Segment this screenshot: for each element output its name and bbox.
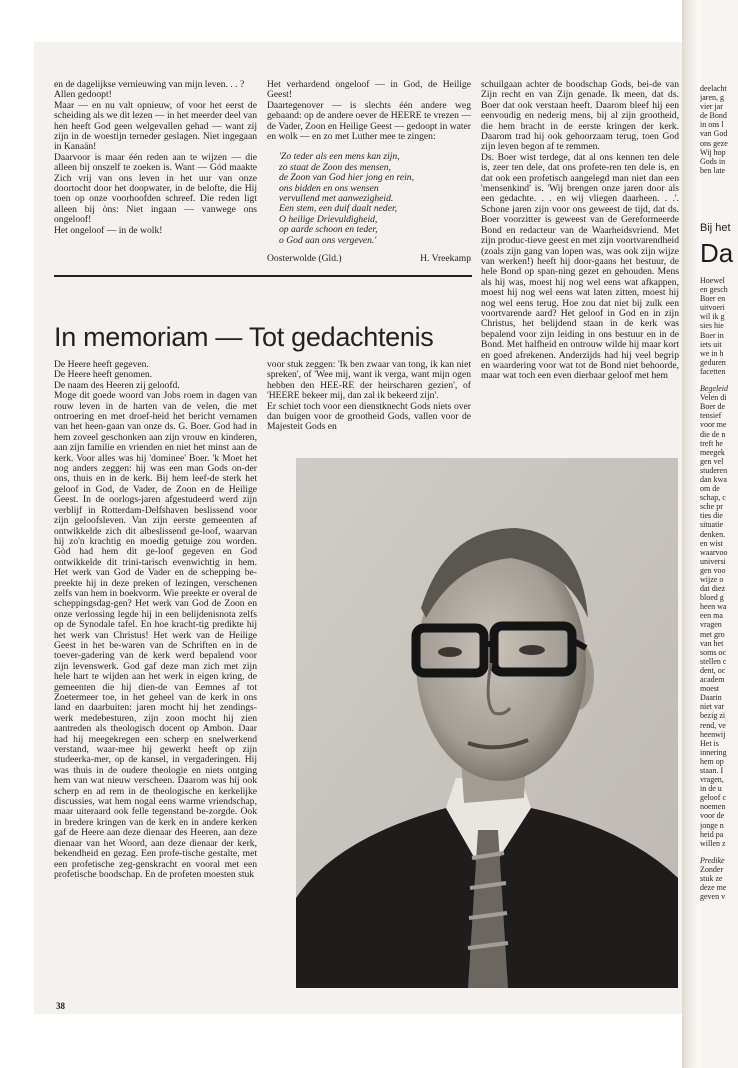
text-line: ons geze — [700, 138, 728, 148]
text-line: situatie — [700, 520, 724, 530]
text-line: in de u — [700, 784, 722, 794]
text-line: vragen, — [700, 775, 724, 785]
text-line: niet var — [700, 702, 725, 712]
text-line: jaren, g — [700, 93, 724, 103]
next-page-body — [700, 276, 728, 901]
text-line: Hoewel — [700, 276, 725, 285]
text-line: studeren — [700, 465, 728, 475]
text-line: met gro — [700, 629, 725, 639]
paragraph: voor stuk zeggen: 'Ik ben zwaar van tong, ik kan niet spreken', of 'Wee mij, want ik verga, want mijn ogen hebben den HEE-RE der heirscharen gezien', of 'HEERE bekeer mij, dan zal ik bekeerd zijn'. — [267, 359, 471, 402]
paragraph: Allen gedoopt! — [54, 89, 112, 101]
text-line: treft he — [700, 438, 723, 448]
text-line: uitvoeri — [700, 303, 725, 313]
text-line: van het — [700, 638, 724, 648]
text-line: hem op — [700, 756, 724, 766]
text-line: en wist — [700, 538, 723, 548]
text-line: geloof c — [700, 793, 726, 803]
text-line: sche pr — [700, 502, 723, 512]
paragraph: en de dagelijkse vernieuwing van mijn leven. . . ? — [54, 79, 245, 90]
poem-line: op aarde schoon en teder, — [279, 224, 378, 236]
text-line: heid pa — [700, 829, 724, 839]
section-rule — [54, 275, 472, 277]
portrait-photo — [296, 458, 678, 988]
text-line: staan. I — [700, 765, 724, 775]
text-line: facetten — [700, 366, 726, 376]
poem-line: ons bidden en ons wensen — [279, 182, 379, 194]
next-page-kicker: Bij het — [700, 222, 731, 234]
text-line: schap, c — [700, 493, 726, 503]
text-line: academ — [700, 675, 725, 685]
subheading: Predike — [700, 855, 725, 865]
text-line: meegek — [700, 447, 725, 457]
text-line: om de — [700, 484, 720, 494]
signature-place: Oosterwolde (Gld.) — [267, 253, 342, 265]
text-line: van God — [700, 129, 728, 139]
text-line: Velen di — [700, 393, 727, 403]
text-line: bezig zi — [700, 711, 726, 721]
text-line: wijze o — [700, 575, 724, 584]
text-line: geduren — [700, 357, 726, 367]
column-1-top — [54, 80, 257, 236]
text-line: wil ik g — [700, 312, 725, 322]
text-line: Het is — [700, 738, 719, 748]
text-line: dan kwa — [700, 474, 727, 484]
text-line: de Bond — [700, 111, 727, 121]
text-line: rend, ve — [700, 720, 726, 730]
text-line: moest — [700, 684, 720, 694]
paragraph: Moge dit goede woord van Jobs roem in dagen van rouw leven in de harten van de velen, die met ontroering en met droef-heid het bericht vernamen van het heen-gaan van onze ds. G. Boer. God had in hem zoveel geschonken aan zijn vrouw en kinderen, aan zijn familie en vrienden en niet het minst aan de kerk. Voor alles was hij 'dominee' Boer. 'k Moet het nog anders zeggen: hij was een man Gods on-der ons, thuis en in de kerk. Bij hem leef-de sterk het geloof in God, de Vader, de Zoon en de Heilige Geest. In de oorlogs-jaren afgestudeerd werd zijn verblijf in Rotterdam-Delfshaven beslissend voor zijn geloofsleven. Van zijn eerste gemeenten af ontwikkelde zich dit albeslissend ge-loof, waarvan hij zo'n krachtig en moedig getuige zou worden. Gòd had hem dit ge-loof gegeven en God ontwikkelde dit trini-tarisch evenwichtig in hem. Het werk van God de Vader en de schepping be-preekte hij in deze preken of lezingen, verschenen zelfs van hem in boekvorm. Wie preekte er overal de scheppingsdag-gen? Het werk van God de Zoon en onze verlossing legde hij in een belijdenisnota zelfs op de Synodale tafel. En hoe kracht-tig predikte hij het werk van Christus! Het werk van de Heilige Geest in het be-waren van de Schriften en in de toever-gadering van de kerk werd bepalend voor zijn levenswerk. God gaf deze man zich met zijn hele hart te wijden aan het werk in eigen kring, de gemeenten die hij dien-de van Eemnes af tot Zoetermeer toe, in het geheel van de kerk in ons land en daarbuiten: jaren mocht hij het zendings-werk medebesturen, zijn zoon mocht hij zien aantreden als theologisch docent op Ambon. Daar had hij meegekregen een scherp en snelwerkend verstand, waar-mee hij gewerkt heeft op zijn studeerka-mer, op de kansel, in vergaderingen. Hij was thuis in de oudere theologie en niets ontging hem van wat nieuw verscheen. Daarom was hij ook scherp en ad rem in de theologische en kerkelijke discussies, wat hem nogal eens warme vriendschap, maar uiteraard ook felle tegenstand be-zorgde. Ook in bredere kringen van de kerk en in andere kerken gaf de Heere aan deze dienaar des Heeren, aan deze dienaar van het Woord, aan deze dienaar der kerk, bekendheid en gezag. Een profe-tische gestalte, met een profetische zeg-genskracht en vooral met een profetische boodschap. En de profeten moesten stuk — [54, 390, 257, 880]
text-line: heenwij — [700, 729, 726, 739]
text-line: Wij hop — [700, 147, 726, 157]
text-line: voor me — [700, 420, 727, 430]
text-line: jonge n — [700, 820, 724, 830]
signature-author: H. Vreekamp — [420, 253, 471, 265]
text-line: vier jar — [700, 102, 723, 112]
text-line: vragen — [700, 620, 722, 630]
text-line: Zonder — [700, 864, 724, 874]
text-line: tensief — [700, 411, 722, 421]
text-line: sies hie — [700, 321, 724, 331]
text-line: stuk ze — [700, 874, 723, 883]
text-line: geven v — [700, 892, 726, 902]
text-line: Daarin — [700, 693, 722, 703]
next-page-fragment — [700, 0, 738, 1068]
poem-line: Een stem, een duif daalt neder, — [279, 203, 398, 215]
text-line: deelacht — [700, 84, 727, 93]
text-line: Boer de — [700, 402, 726, 412]
page-number: 38 — [56, 1001, 65, 1011]
signature — [267, 254, 471, 264]
next-page-headline: Da — [700, 238, 734, 268]
text-line: voor de — [700, 811, 725, 821]
page-gutter — [682, 0, 700, 1068]
poem-line: 'Zo teder als een mens kan zijn, — [279, 151, 400, 163]
text-line: Boer in — [700, 330, 724, 340]
text-line: in ons l — [700, 120, 724, 130]
paragraph: De naam des Heeren zij geloofd. — [54, 379, 180, 391]
paragraph: Daartegenover — is slechts één andere weg gebaand: op de andere oever de HEERE te vrezen — de Vader, Zoon en Heilige Geest — gedoopt in water en wolk — en zo met Luther mee te zingen: — [267, 99, 471, 143]
text-line: en gesch — [700, 285, 728, 295]
subheading: Begeleid — [700, 384, 728, 394]
column-2-bottom — [267, 360, 471, 433]
article-headline: In memoriam — Tot gedachtenis — [54, 322, 434, 352]
text-line: bloed g — [700, 593, 724, 603]
poem-line: O heilige Drievuldigheid, — [279, 213, 378, 225]
paragraph: schuilgaan achter de boodschap Gods, bei-de van Zijn recht en van Zijn genade. Ik meen, dat ds. Boer dat ook verstaan heeft. Daarom bleef hij een eenvoudig en nederig mens, bij al zijn grootheid, die hem bracht in de eerste kringen der kerk. Daarom trad hij ook gehoorzaam terug, toen God zijn leven begon af te remmen. — [481, 79, 679, 153]
text-line: iets uit — [700, 339, 722, 349]
text-line: Boer en — [700, 294, 726, 304]
paragraph: Maar — en nu valt opnieuw, of voor het eerst de scheiding als we dit lezen — in het meerder deel van hen heeft God geen welgevallen gehad — want zij zijn in de woestijn terneder geslagen. Niet ingegaan in Kanaän! — [54, 99, 257, 153]
text-line: ties die — [700, 511, 723, 521]
paragraph: De Heere heeft gegeven. — [54, 359, 149, 370]
poem-line: o God aan ons vergeven.' — [279, 234, 377, 246]
text-line: innering — [700, 747, 727, 757]
paragraph: Er schiet toch voor een dienstknecht Gods niets over dan buigen voor de grootheid Gods, vallen voor de Majesteit Gods en — [267, 400, 471, 433]
luther-poem — [279, 152, 471, 246]
text-line: noemen — [700, 802, 726, 812]
text-line: deze me — [700, 883, 727, 893]
paragraph: Daarvoor is maar één reden aan te wijzen — die alleen bij onszelf te zoeken is. Want — Gód maakte Zich vrij van ons leven in het uur van onze doortocht door het doopwater, in de belofte, die Hij toen op onze voorhoofden schreef. Die reden ligt alleen bij òns: Niet ingaan — vanwege ons ongeloof! — [54, 151, 257, 226]
text-line: Gods in — [700, 156, 726, 166]
paragraph: Het verhardend ongeloof — in God, de Heilige Geest! — [267, 79, 471, 101]
paragraph: Ds. Boer wist terdege, dat al ons kennen ten dele is, zeer ten dele, dat ons profete-ren ten dele is, en dat ook een profetisch aangelegd man niet dan een 'mensenkind' is. 'Wij brengen onze jaren door als een gedachte. . . en wij vliegen daarheen. . .'. Schone jaren zijn voor ons geweest de tijd, dat ds. Boer voorzitter is geweest van de Gereformeerde Bond en redacteur van de Waarheidsvriend. Met zijn produc-tieve geest en met zijn voortvarendheid (zoals zijn gang van lopen was, was ook zijn wijze van werken!) heeft hij door-gaans het bestuur, de hele Bond op span-ning gezet en gehouden. Mens als hij was, moest hij nog wel eens wat afkappen, moest hij nog wel eens wat laten zitten, moest hij nog wel eens terug. Hoe zou dat niet bij zulk een voortvarende aard? Het geloof in God en in zijn Christus, het belijdend staan in de kerk was bepalend voor zijn leiding in ons bestuur en in de Bond. Met halfheid en ontrouw wilde hij maar kort en goed afrekenen. Anderzijds had hij veel begrip en waardering voor wat tot de Bond niet behoorde, maar wat toch een even dierbaar geloof met hem — [481, 151, 679, 382]
text-line: een ma — [700, 611, 723, 621]
text-line: denken. — [700, 529, 726, 539]
text-line: ben late — [700, 165, 726, 175]
paragraph: De Heere heeft genomen. — [54, 369, 153, 381]
poem-line: de Zoon van God hier jong en rein, — [279, 172, 415, 184]
text-line: waarvoo — [700, 547, 728, 557]
text-line: stellen c — [700, 656, 727, 666]
text-line: gen vel — [700, 456, 724, 466]
text-line: universi — [700, 556, 726, 566]
text-line: gen voo — [700, 565, 726, 575]
poem-line: zo staat de Zoon des mensen, — [279, 161, 391, 173]
column-3 — [481, 80, 679, 382]
text-line: willen z — [700, 838, 726, 848]
next-page-top-text — [700, 84, 728, 175]
paragraph: Het ongeloof — in de wolk! — [54, 224, 163, 236]
text-line: we in h — [700, 348, 724, 358]
text-line: soms oc — [700, 647, 726, 657]
text-line: dent, oc — [700, 665, 726, 675]
text-line: heen wa — [700, 602, 727, 612]
poem-line: vervullend met aanwezigheid. — [279, 193, 394, 205]
portrait-photo-illustration — [296, 458, 678, 988]
text-line: die de n — [700, 429, 726, 439]
text-line: dat diez — [700, 584, 726, 594]
column-2-top — [267, 80, 471, 265]
column-1-bottom — [54, 360, 257, 880]
